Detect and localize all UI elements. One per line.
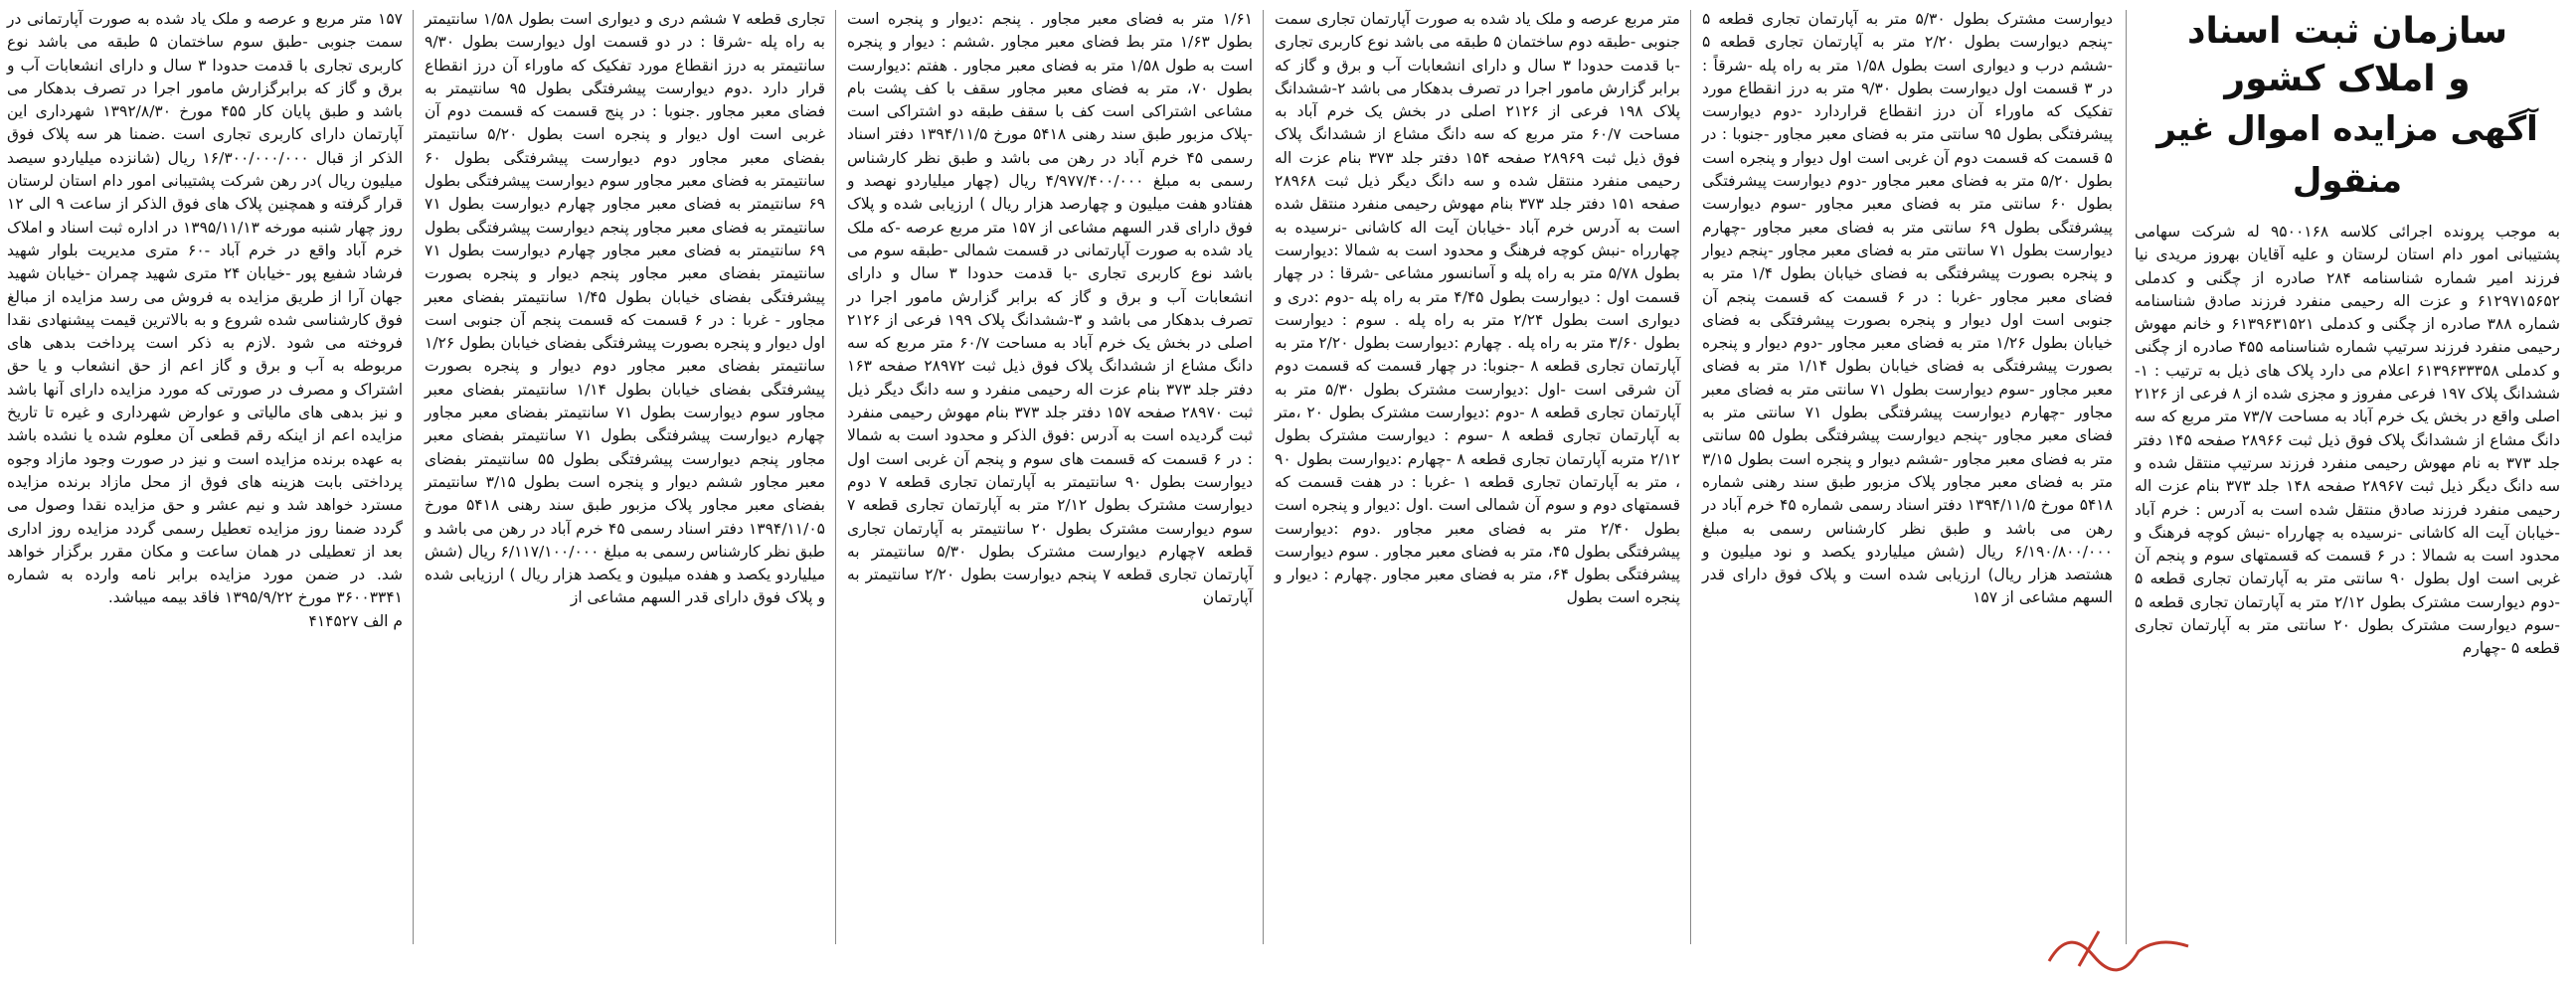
column-divider [1690, 10, 1691, 944]
notice-paragraph: ۱/۶۱ متر به فضای معبر مجاور . پنجم :دیوار و پنجره است بطول ۱/۶۳ متر بط فضای معبر مجاور .ششم : دیوار و پنجره است به طول ۱/۵۸ متر به فضای معبر مجاور . هفتم :دیوارست بطول ۷۰، متر به فضای معبر مجاور سقف با کف پشت بام مشاعی اشتراکی است کف با سقف طبقه دو اشتراکی است -پلاک مزبور طبق سند رهنی ۵۴۱۸ مورخ ۱۳۹۴/۱۱/۵ دفتر اسناد رسمی ۴۵ خرم آباد در رهن می باشد و طبق نظر کارشناس رسمی به مبلغ ۴/۹۷۷/۴۰۰/۰۰۰ ریال (چهار میلیاردو نهصد و هفتادو هفت میلیون و چهارصد هزار ریال ) ارزیابی شده و پلاک فوق دارای قدر السهم مشاعی از ۱۵۷ متر مربع عرصه -که ملک یاد شده به صورت آپارتمانی در قسمت شمالی -طبقه سوم می باشد نوع کاربری تجاری -با قدمت حدودا ۳ سال و دارای انشعابات آب و برق و گاز که برابر گزارش مامور اجرا در تصرف بدهکار می باشد و ۳-ششدانگ پلاک ۱۹۹ فرعی از ۲۱۲۶ اصلی در بخش یک خرم آباد به مساحت ۶۰/۷ متر مربع که سه دانگ مشاع از ششدانگ پلاک فوق ذیل ثبت ۲۸۹۷۲ صفحه ۱۶۳ دفتر جلد ۳۷۳ بنام عزت اله رحیمی منفرد و سه دانگ دیگر ذیل ثبت ۲۸۹۷۰ صفحه ۱۵۷ دفتر جلد ۳۷۳ بنام مهوش رحیمی منفرد ثبت گردیده است به آدرس :فوق الذکر و محدود است به شمالا : در ۶ قسمت که قسمت های سوم و پنجم آن غربی است اول دیوارست بطول ۹۰ سانتیمتر به آپارتمان تجاری قطعه ۷ دوم دیوارست مشترک بطول ۲/۱۲ متر به آپارتمان تجاری قطعه ۷ سوم دیوارست مشترک بطول ۲۰ سانتیمتر به آپارتمان تجاری قطعه ۷چهارم دیوارست مشترک بطول ۵/۳۰ سانتیمتر به آپارتمان تجاری قطعه ۷ پنجم دیوارست بطول ۲/۲۰ سانتیمتر به آپارتمان [847, 10, 1254, 607]
handwritten-mark [2039, 916, 2198, 976]
column-divider [2126, 10, 2127, 944]
column-divider [1263, 10, 1264, 944]
notice-paragraph: متر مربع عرصه و ملک یاد شده به صورت آپارتمان تجاری سمت جنوبی -طبقه دوم ساختمان ۵ طبقه می باشد نوع کاربری تجاری -با قدمت حدودا ۳ سال و دارای انشعابات آب و برق و گاز که برابر گزارش مامور اجرا در تصرف بدهکار می باشد ۲-ششدانگ پلاک ۱۹۸ فرعی از ۲۱۲۶ اصلی در بخش یک خرم آباد به مساحت ۶۰/۷ متر مربع که سه دانگ مشاع از ششدانگ پلاک فوق ذیل ثبت ۲۸۹۶۹ صفحه ۱۵۴ دفتر جلد ۳۷۳ بنام عزت اله رحیمی منفرد منتقل شده و سه دانگ دیگر ذیل ثبت ۲۸۹۶۸ صفحه ۱۵۱ دفتر جلد ۳۷۳ بنام مهوش رحیمی منفرد منتقل شده است به آدرس خرم آباد -خیابان آیت اله کاشانی -نرسیده به چهارراه -نبش کوچه فرهنگ و محدود است به شمالا :دیوارست بطول ۵/۷۸ متر به راه پله و آسانسور مشاعی -شرقا : در چهار قسمت اول : دیوارست بطول ۴/۴۵ متر به راه پله -دوم :دری و دیواری است بطول ۲/۲۴ متر به راه پله . سوم : دیوارست بطول ۳/۶۰ متر به راه پله . چهارم :دیوارست بطول ۲/۲۰ متر به آپارتمان تجاری قطعه ۸ -جنوبا: در چهار قسمت که قسمت دوم آن شرقی است -اول :دیوارست مشترک بطول ۵/۳۰ متر به آپارتمان تجاری قطعه ۸ -دوم :دیوارست مشترک بطول ۲۰ ،متر به آپارتمان تجاری قطعه ۸ -سوم : دیوارست مشترک بطول ۲/۱۲ متربه آپارتمان تجاری قطعه ۸ -چهارم :دیوارست بطول ۹۰ ، متر به آپارتمان تجاری قطعه ۱ -غربا : در هفت قسمت که قسمتهای دوم و سوم آن شمالی است .اول :دیوار و پنجره است بطول ۲/۴۰ متر به فضای معبر مجاور .دوم :دیوارست پیشرفتگی بطول ۴۵، متر به فضای معبر مجاور . سوم دیوارست پیشرفتگی بطول ۶۴، متر به فضای معبر مجاور .چهارم : دیوار و پنجره است بطول [1275, 10, 1681, 607]
column-3 [1269, 8, 1686, 952]
column-4 [841, 8, 1259, 952]
column-5 [419, 8, 831, 952]
column-6 [1, 8, 409, 952]
organization-name-line2: و املاک کشور [2224, 59, 2471, 99]
notice-reference-code: م الف ۴۱۴۵۲۷ [308, 611, 403, 630]
column-2 [1696, 8, 2119, 952]
notice-paragraph: به موجب پرونده اجرائی کلاسه ۹۵۰۰۱۶۸ له شرکت سهامی پشتیبانی امور دام استان لرستان و علیه آقایان بهروز مریدی نیا فرزند امیر شماره شناسنامه ۲۸۴ صادره از چگنی و کدملی ۶۱۲۹۷۱۵۶۵۲ و عزت اله رحیمی منفرد فرزند صادق شناسنامه شماره ۳۸۸ صادره از چگنی و کدملی ۶۱۳۹۶۳۱۵۲۱ و خانم مهوش رحیمی منفرد فرزند سرتیپ شماره شناسنامه ۴۵۵ صادره از چگنی و کدملی ۶۱۳۹۶۳۳۳۵۸ اعلام می دارد پلاک های ذیل به ترتیب : ۱-ششدانگ پلاک ۱۹۷ فرعی مفروز و مجزی شده از ۸ فرعی از ۲۱۲۶ اصلی واقع در بخش یک خرم آباد به مساحت ۷۳/۷ متر مربع که سه دانگ مشاع از ششدانگ پلاک فوق ذیل ثبت ۲۸۹۶۶ صفحه ۱۴۵ دفتر جلد ۳۷۳ به نام مهوش رحیمی منفرد فرزند سرتیپ منتقل شده و سه دانگ دیگر ذیل ثبت ۲۸۹۶۷ صفحه ۱۴۸ جلد ۳۷۳ بنام عزت اله رحیمی منفرد فرزند صادق منتقل شده است به آدرس : خرم آباد -خیابان آیت اله کاشانی -نرسیده به چهارراه -نبش کوچه فرهنگ و محدود است به شمالا : در ۶ قسمت که قسمتهای سوم و پنجم آن غربی است اول بطول ۹۰ سانتی متر به آپارتمان تجاری قطعه ۵ -دوم دیوارست مشترک بطول ۲/۱۲ متر به آپارتمان تجاری قطعه ۵ -سوم دیوارست مشترک بطول ۲۰ سانتی متر به آپارتمان تجاری قطعه ۵ -چهارم [2135, 223, 2561, 658]
notice-paragraph: تجاری قطعه ۷ ششم دری و دیواری است بطول ۱/۵۸ سانتیمتر به راه پله -شرقا : در دو قسمت اول دیوارست بطول ۹/۳۰ سانتیمتر به درز انقطاع مورد تفکیک که ماوراء آن درز انقطاع قرار دارد .دوم دیوارست پیشرفتگی بطول ۹۵ سانتیمتر به فضای معبر مجاور .جنوبا : در پنج قسمت که قسمت دوم آن غربی است اول دیوار و پنجره است بطول ۵/۲۰ سانتیمتر بفضای معبر مجاور دوم دیوارست پیشرفتگی بطول ۶۰ سانتیمتر به فضای معبر مجاور سوم دیوارست پیشرفتگی بطول ۶۹ سانتیمتر به فضای معبر مجاور چهارم دیوارست بطول ۷۱ سانتیمتر به فضای معبر مجاور پنجم دیوارست پیشرفتگی بطول ۶۹ سانتیمتر به فضای معبر مجاور چهارم دیوارست بطول ۷۱ سانتیمتر بفضای معبر مجاور پنجم دیوار و پنجره بصورت پیشرفتگی بفضای خیابان بطول ۱/۴۵ سانتیمتر بفضای معبر مجاور - غربا : در ۶ قسمت که قسمت پنجم آن جنوبی است اول دیوار و پنجره بصورت پیشرفتگی بفضای خیابان بطول ۱/۲۶ سانتیمتر بفضای معبر مجاور دوم دیوار و پنجره بصورت پیشرفتگی بفضای خیابان بطول ۱/۱۴ سانتیمتر بفضای معبر مجاور سوم دیوارست بطول ۷۱ سانتیمتر بفضای معبر مجاور چهارم دیوارست پیشرفتگی بطول ۷۱ سانتیمتر بفضای معبر مجاور پنجم دیوارست پیشرفتگی بطول ۵۵ سانتیمتر بفضای معبر مجاور ششم دیوار و پنجره است بطول ۳/۱۵ سانتیمتر بفضای معبر مجاور پلاک مزبور طبق سند رهنی ۵۴۱۸ مورخ ۱۳۹۴/۱۱/۰۵ دفتر اسناد رسمی ۴۵ خرم آباد در رهن می باشد و طبق نظر کارشناس رسمی به مبلغ ۶/۱۱۷/۱۰۰/۰۰۰ ریال (شش میلیاردو یکصد و هفده میلیون و یکصد هزار ریال ) ارزیابی شده و پلاک فوق دارای قدر السهم مشاعی از [425, 10, 826, 607]
notice-paragraph: ۱۵۷ متر مربع و عرصه و ملک یاد شده به صورت آپارتمانی در سمت جنوبی -طبق سوم ساختمان ۵ طبقه می باشد نوع کاربری تجاری با قدمت حدودا ۳ سال و دارای انشعابات آب و برق و گاز که برابرگزارش مامور اجرا در تصرف بدهکار می باشد و طبق پایان کار ۴۵۵ مورخ ۱۳۹۲/۸/۳۰ شهرداری این آپارتمان دارای کاربری تجاری است .ضمنا هر سه پلاک فوق الذکر از قبال ۱۶/۳۰۰/۰۰۰/۰۰۰ ریال (شانزده میلیاردو سیصد میلیون ریال )در رهن شرکت پشتیبانی امور دام استان لرستان قرار گرفته و همچنین پلاک های فوق الذکر از ساعت ۹ الی ۱۲ روز چهار شنبه مورخه ۱۳۹۵/۱۱/۱۳ در اداره ثبت اسناد و املاک خرم آباد واقع در خرم آباد -۶۰ متری مدیریت بلوار شهید فرشاد شفیع پور -خیابان ۲۴ متری شهید چمران -خیابان شهید جهان آرا از طریق مزایده به فروش می رسد مزایده از مبالغ فوق کارشناسی شده شروع و به بالاترین قیمت پیشنهادی نقدا فروخته می شود .لازم به ذکر است پرداخت بدهی های مربوطه به آب و برق و گاز اعم از حق انشعاب و یا حق اشتراک و مصرف در صورتی که مورد مزایده دارای آنها باشد و نیز بدهی های مالیاتی و عوارض شهرداری و غیره تا تاریخ مزایده اعم از اینکه رقم قطعی آن معلوم شده یا نشده باشد به عهده برنده مزایده است و نیز در صورت وجود مازاد وجوه پرداختی بابت هزینه های فوق از محل مازاد برنده مزایده مسترد خواهد شد و نیم عشر و حق مزایده نقدا وصول می گردد ضمنا روز مزایده تعطیل رسمی گردد مزایده روز اداری بعد از تعطیلی در همان ساعت و مکان مقرر برگزار خواهد شد. در ضمن مورد مزایده برابر نامه وارده به شماره ۳۶۰۰۳۳۴۱ مورخ ۱۳۹۵/۹/۲۲ فاقد بیمه میباشد. [7, 10, 404, 607]
organization-name: سازمان ثبت اسناد [2187, 11, 2507, 52]
column-divider [413, 10, 414, 944]
notice-title: آگهی مزایده اموال غیر منقول [2156, 109, 2538, 201]
column-divider [835, 10, 836, 944]
notice-header [2135, 8, 2560, 207]
notice-paragraph: دیوارست مشترک بطول ۵/۳۰ متر به آپارتمان تجاری قطعه ۵ -پنجم دیوارست بطول ۲/۲۰ متر به آپارتمان تجاری قطعه ۵ -ششم درب و دیواری است بطول ۱/۵۸ متر به راه پله -شرقاً : در ۳ قسمت اول دیوارست بطول ۹/۳۰ متر به درز انقطاع مورد تفکیک که ماوراء آن درز انقطاع قراردارد -دوم دیوارست پیشرفتگی بطول ۹۵ سانتی متر به فضای معبر مجاور -جنوبا : در ۵ قسمت که قسمت دوم آن غربی است اول دیوار و پنجره است بطول ۵/۲۰ متر به فضای معبر مجاور -دوم دیوارست پیشرفتگی بطول ۶۰ سانتی متر به فضای معبر مجاور -سوم دیوارست پیشرفتگی بطول ۶۹ سانتی متر به فضای معبر مجاور -چهارم دیوارست بطول ۷۱ سانتی متر به فضای معبر مجاور -پنجم دیوار و پنجره بصورت پیشرفتگی به فضای خیابان بطول ۱/۴ متر به فضای معبر مجاور -غربا : در ۶ قسمت که قسمت پنجم آن جنوبی است اول دیوار و پنجره بصورت پیشرفتگی به فضای خیابان بطول ۱/۲۶ متر به فضای معبر مجاور -دوم دیوار و پنجره بصورت پیشرفتگی به فضای خیابان بطول ۱/۱۴ متر به فضای معبر مجاور -سوم دیوارست بطول ۷۱ سانتی متر به فضای معبر مجاور -چهارم دیوارست پیشرفتگی بطول ۷۱ سانتی متر به فضای معبر مجاور -پنجم دیوارست پیشرفتگی بطول ۵۵ سانتی متر به فضای معبر مجاور -ششم دیوار و پنجره است بطول ۳/۱۵ متر به فضای معبر مجاور پلاک مزبور طبق سند رهنی شماره ۵۴۱۸ مورخ ۱۳۹۴/۱۱/۵ دفتر اسناد رسمی شماره ۴۵ خرم آباد در رهن می باشد و طبق نظر کارشناس رسمی به مبلغ ۶/۱۹۰/۸۰۰/۰۰۰ ریال (شش میلیاردو یکصد و نود میلیون و هشتصد هزار ریال) ارزیابی شده است و پلاک فوق دارای قدر السهم مشاعی از ۱۵۷ [1702, 10, 2114, 607]
column-1 [2129, 8, 2566, 952]
